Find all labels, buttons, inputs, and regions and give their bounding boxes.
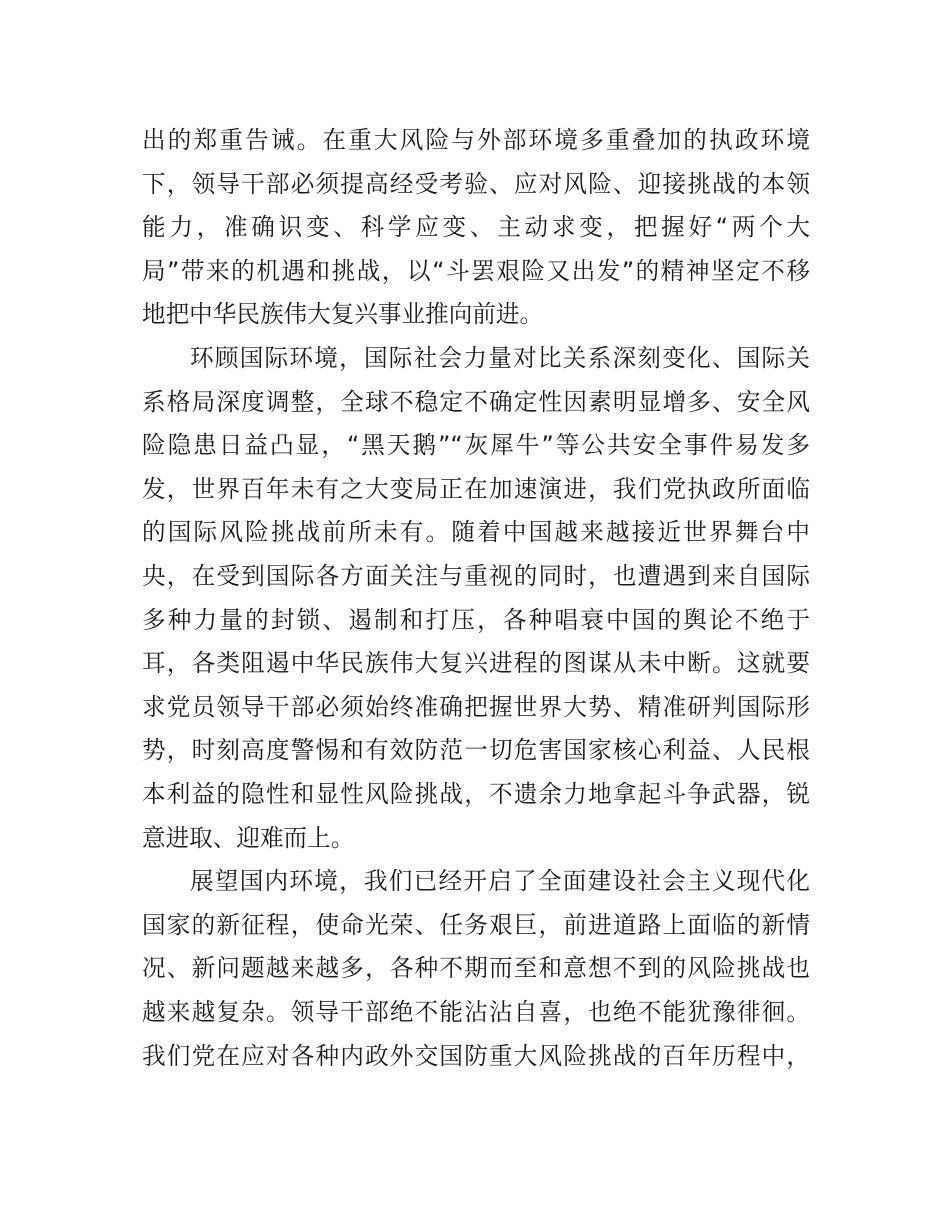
text-line: 能力，准确识变、科学应变、主动求变，把握好“两个大 bbox=[142, 213, 810, 242]
text-line: 央，在受到国际各方面关注与重视的同时，也遭遇到来自国际 bbox=[142, 562, 810, 590]
text-line: 我们党在应对各种内政外交国防重大风险挑战的百年历程中， bbox=[142, 1041, 810, 1070]
text-line: 系格局深度调整，全球不稳定不确定性因素明显增多、安全风 bbox=[142, 387, 810, 416]
text-line: 环顾国际环境，国际社会力量对比关系深刻变化、国际关 bbox=[190, 344, 810, 372]
text-line: 险隐患日益凸显，“黑天鹅”“灰犀牛”等公共安全事件易发多 bbox=[142, 431, 810, 460]
text-line: 耳，各类阻遏中华民族伟大复兴进程的图谋从未中断。这就要 bbox=[142, 649, 810, 678]
text-line: 求党员领导干部必须始终准确把握世界大势、精准研判国际形 bbox=[142, 692, 810, 721]
text-line: 况、新问题越来越多，各种不期而至和意想不到的风险挑战也 bbox=[142, 954, 810, 983]
text-line: 本利益的隐性和显性风险挑战，不遗余力地拿起斗争武器，锐 bbox=[142, 780, 810, 808]
text-line: 越来越复杂。领导干部绝不能沾沾自喜，也绝不能犹豫徘徊。 bbox=[142, 998, 810, 1026]
text-line: 多种力量的封锁、遏制和打压，各种唱衰中国的舆论不绝于 bbox=[142, 605, 810, 634]
text-line: 发，世界百年未有之大变局正在加速演进，我们党执政所面临 bbox=[142, 474, 810, 503]
text-line: 意进取、迎难而上。 bbox=[142, 823, 355, 852]
text-line: 出的郑重告诫。在重大风险与外部环境多重叠加的执政环境 bbox=[142, 126, 810, 154]
text-line: 地把中华民族伟大复兴事业推向前进。 bbox=[142, 300, 544, 329]
text-line: 国家的新征程，使命光荣、任务艰巨，前进道路上面临的新情 bbox=[142, 910, 810, 939]
text-line: 的国际风险挑战前所未有。随着中国越来越接近世界舞台中 bbox=[142, 518, 810, 547]
text-line: 下，领导干部必须提高经受考验、应对风险、迎接挑战的本领 bbox=[142, 169, 810, 198]
text-line: 展望国内环境，我们已经开启了全面建设社会主义现代化 bbox=[190, 867, 810, 896]
text-line: 局”带来的机遇和挑战，以“斗罢艰险又出发”的精神坚定不移 bbox=[142, 256, 810, 285]
text-line: 势，时刻高度警惕和有效防范一切危害国家核心利益、人民根 bbox=[142, 736, 810, 765]
